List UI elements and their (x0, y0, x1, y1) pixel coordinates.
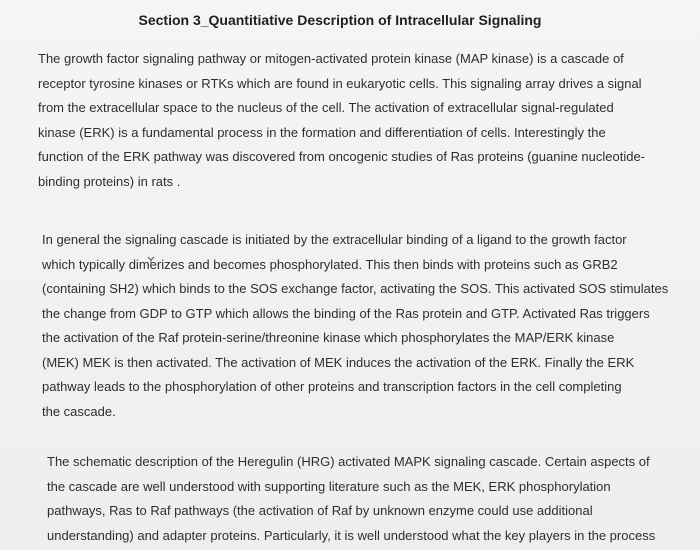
paragraph-1 (38, 47, 658, 194)
paragraph-line: the cascade are well understood with supporting literature such as the MEK, ERK phosphorylation (47, 478, 611, 494)
paragraph-line: The schematic description of the Heregulin (HRG) activated MAPK signaling cascade. Certain aspects of (47, 454, 650, 469)
paragraph-line: In general the signaling cascade is initiated by the extracellular binding of a ligand to the growth factor (42, 232, 627, 247)
text-cursor-icon (147, 256, 155, 266)
paragraph-line: pathway leads to the phosphorylation of other proteins and transcription factors in the cell completing (42, 379, 622, 394)
paragraph-line: understanding) and adapter proteins. Particularly, it is well understood what the key players in the process (47, 527, 656, 543)
paragraph-line: the cascade. (42, 403, 116, 419)
paragraph-line: (containing SH2) which binds to the SOS exchange factor, activating the SOS. This activated SOS stimulates (42, 281, 669, 296)
paragraph-line: pathways, Ras to Raf pathways (the activation of Raf by unknown enzyme could use additional (47, 503, 593, 518)
paragraph-line: (MEK) MEK is then activated. The activation of MEK induces the activation of the ERK. Finally the ERK (42, 354, 635, 370)
section-title: Section 3_Quantitiative Description of Intracellular Signaling (138, 12, 542, 28)
paragraph-2 (42, 228, 669, 424)
paragraph-3 (47, 450, 667, 548)
paragraph-line: receptor tyrosine kinases or RTKs which are found in eukaryotic cells. This signaling array drives a signal (38, 75, 642, 91)
paragraph-line: function of the ERK pathway was discovered from oncogenic studies of Ras proteins (guanine nucleotide- (38, 149, 646, 164)
paragraph-line: The growth factor signaling pathway or mitogen-activated protein kinase (MAP kinase) is a cascade of (38, 51, 624, 66)
paragraph-line: the change from GDP to GTP which allows the binding of the Ras protein and GTP. Activated Ras triggers (42, 305, 650, 321)
paragraph-line: from the extracellular space to the nucleus of the cell. The activation of extracellular signal-regulated (38, 100, 614, 115)
paragraph-line: which typically dimerizes and becomes phosphorylated. This then binds with proteins such as GRB2 (42, 256, 618, 272)
paragraph-line: kinase (ERK) is a fundamental process in the formation and differentiation of cells. Interestingly the (38, 124, 606, 140)
paragraph-line: binding proteins) in rats . (38, 173, 181, 189)
paragraph-line: the activation of the Raf protein-serine/threonine kinase which phosphorylates the MAP/ERK kinase (42, 330, 615, 345)
